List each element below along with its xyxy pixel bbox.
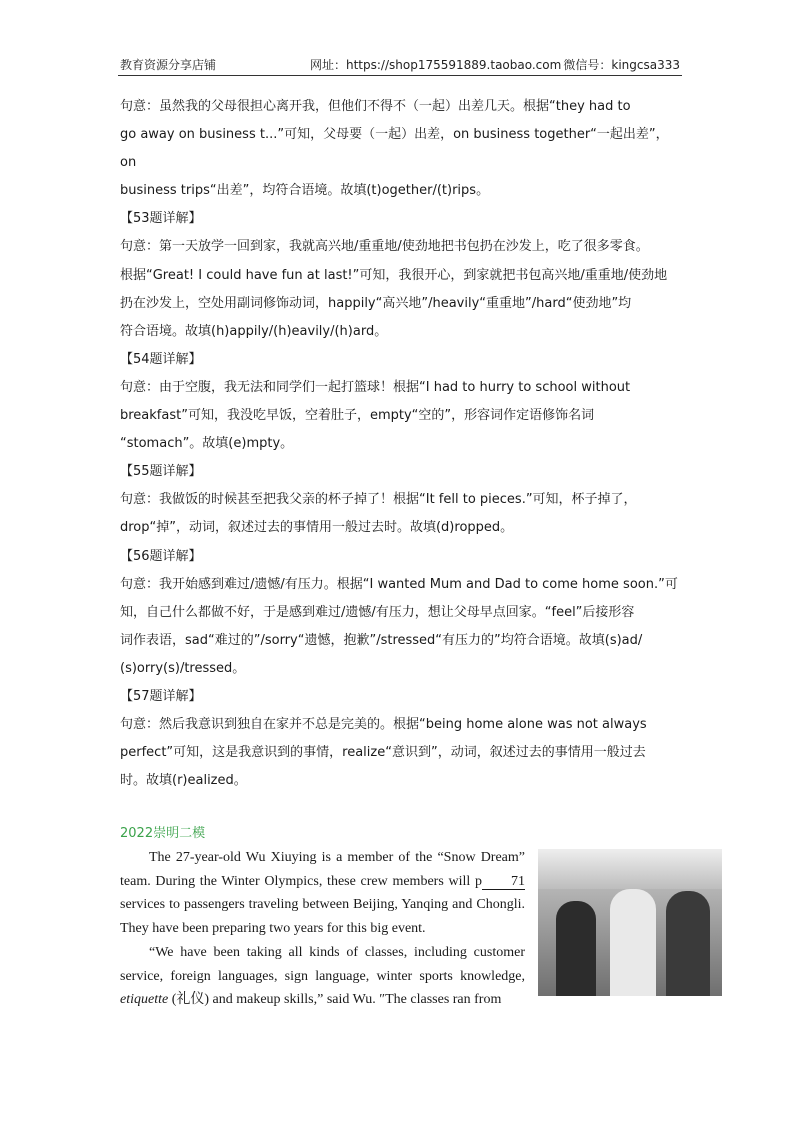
explanation-line: 句意：虽然我的父母很担心离开我，但他们不得不（一起）出差几天。根据“they had to — [120, 99, 631, 114]
explanation-line: go away on business t...”可知，父母要（一起）出差，on business together“一起出差”，on — [120, 127, 669, 171]
passage-text: services to passengers traveling between Beijing, Yanqing and Chongli. They have been preparing two years for this big event. — [120, 897, 525, 937]
question-heading: 【56题详解】 — [120, 548, 202, 564]
passage-italic-word: etiquette — [120, 992, 169, 1008]
explanation-line: 句意：第一天放学一回到家，我就高兴地/重重地/使劲地把书包扔在沙发上，吃了很多零食。 — [120, 239, 649, 255]
passage-text: (礼仪) and makeup skills,” said Wu. ″The classes ran from — [168, 992, 502, 1008]
header-wechat: 微信号：kingcsa333 — [563, 58, 680, 72]
explanation-line: 词作表语，sad“难过的”/sorry“遗憾，抱歉”/stressed“有压力的”均符合语境。故填(s)ad/ — [120, 632, 643, 648]
explanation-line: 知，自己什么都做不好，于是感到难过/遗憾/有压力，想让父母早点回家。“feel”后接形容 — [120, 604, 635, 620]
question-heading: 【55题详解】 — [120, 464, 202, 480]
explanation-line: 句意：我做饭的时候甚至把我父亲的杯子掉了！根据“It fell to pieces.”可知，杯子掉了， — [120, 492, 637, 508]
passage-text: The 27-year-old Wu Xiuying is a member of the “Snow Dream” team. During the Winter Olympics, these crew members will p — [120, 850, 525, 889]
explanation-line: 符合语境。故填(h)appily/(h)eavily/(h)ard。 — [120, 323, 388, 339]
question-heading: 【54题详解】 — [120, 351, 202, 367]
passage-paragraph-1 — [120, 846, 525, 941]
question-heading: 【57题详解】 — [120, 688, 202, 704]
header-website: 网址：https://shop175591889.taobao.com — [310, 58, 562, 72]
explanation-line: breakfast”可知，我没吃早饭，空着肚子，empty“空的”，形容词作定语修饰名词 — [120, 408, 595, 424]
header-shop-name: 教育资源分享店铺 — [120, 58, 217, 72]
answer-blank-71[interactable]: 71 — [482, 874, 525, 890]
photo-ceiling — [538, 849, 722, 889]
explanation-line: “stomach”。故填(e)mpty。 — [120, 436, 294, 452]
passage-text: “We have been taking all kinds of classes, including customer service, foreign languages, sign language, winter sports knowledge, — [120, 944, 525, 984]
section-label: 2022崇明二模 — [120, 826, 206, 841]
photo-person-center — [610, 889, 656, 996]
explanation-line: 扔在沙发上，空处用副词修饰动词，happily“高兴地”/heavily“重重地”/hard“使劲地”均 — [120, 295, 632, 311]
passage-paragraph-2 — [120, 941, 525, 1012]
photo-person-right — [666, 891, 710, 996]
photo-person-left — [556, 901, 596, 996]
explanation-line: 时。故填(r)ealized。 — [120, 773, 247, 789]
explanation-line: 根据“Great! I could have fun at last!”可知，我很开心，到家就把书包高兴地/重重地/使劲地 — [120, 267, 668, 283]
reading-passage — [120, 846, 525, 1012]
explanation-line: drop“掉”，动词，叙述过去的事情用一般过去时。故填(d)ropped。 — [120, 520, 514, 536]
explanation-line: 句意：然后我意识到独自在家并不总是完美的。根据“being home alone was not always — [120, 717, 647, 733]
page-header — [120, 56, 680, 74]
train-crew-photo — [538, 849, 722, 996]
explanation-line: 句意：由于空腹，我无法和同学们一起打篮球！根据“I had to hurry to school without — [120, 379, 631, 395]
explanation-line: business trips“出差”，均符合语境。故填(t)ogether/(t)rips。 — [120, 183, 490, 199]
answer-explanations — [120, 93, 680, 795]
header-divider — [118, 75, 682, 76]
explanation-line: 句意：我开始感到难过/遗憾/有压力。根据“I wanted Mum and Dad to come home soon.”可 — [120, 576, 678, 592]
explanation-line: perfect”可知，这是我意识到的事情，realize“意识到”，动词，叙述过去的事情用一般过去 — [120, 745, 646, 761]
explanation-line: (s)orry(s)/tressed。 — [120, 660, 246, 676]
question-heading: 【53题详解】 — [120, 211, 202, 227]
